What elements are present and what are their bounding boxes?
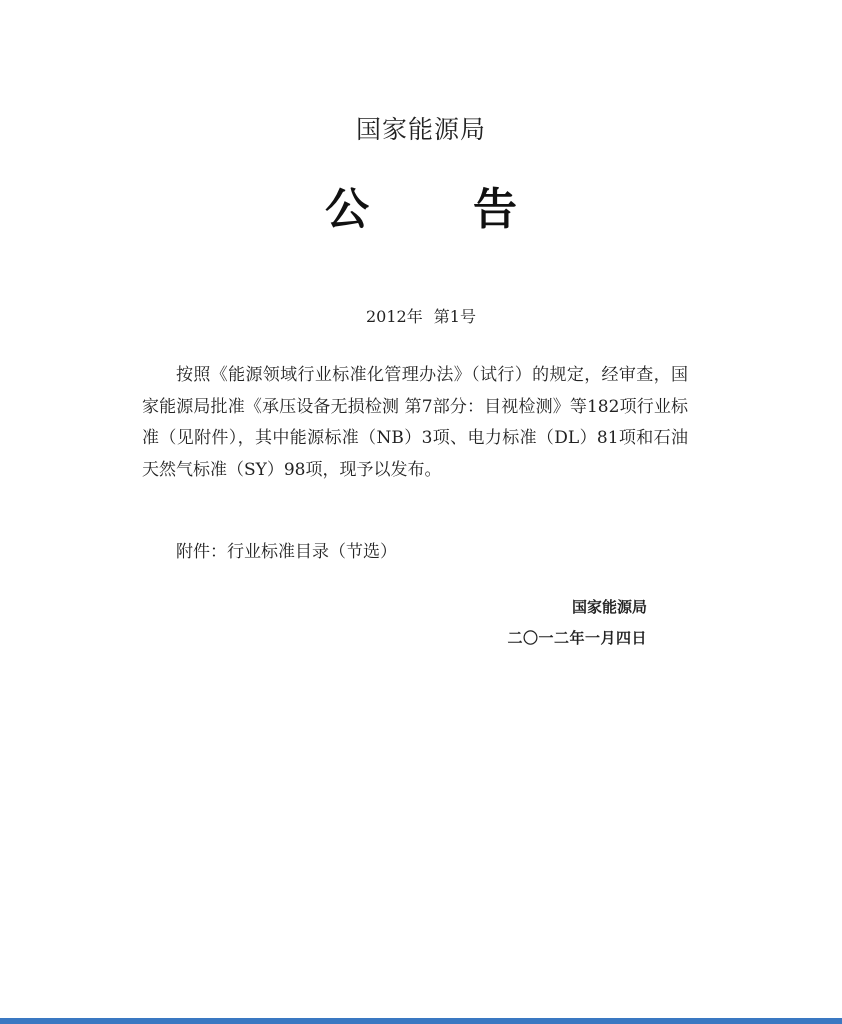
issuing-organization-title: 国家能源局 <box>355 115 486 144</box>
announcement-heading-char-2: 告 <box>473 184 517 235</box>
announcement-heading <box>0 182 842 238</box>
signature-date: 二〇一二年一月四日 <box>507 629 647 647</box>
signature-organization: 国家能源局 <box>571 598 647 616</box>
bottom-border-bar <box>0 1018 842 1024</box>
announcement-heading-char-1: 公 <box>325 184 369 235</box>
attachment-line: 附件：行业标准目录（节选） <box>176 542 397 562</box>
issue-number: 2012年 第1号 <box>366 307 476 326</box>
body-paragraph: 按照《能源领域行业标准化管理办法》（试行）的规定，经审查，国家能源局批准《承压设备无损检测 第7部分：目视检测》等182项行业标准（见附件），其中能源标准（NB）3项、电力标准（DL）81项和石油天然气标准（SY）98项，现予以发布。 <box>142 365 688 480</box>
